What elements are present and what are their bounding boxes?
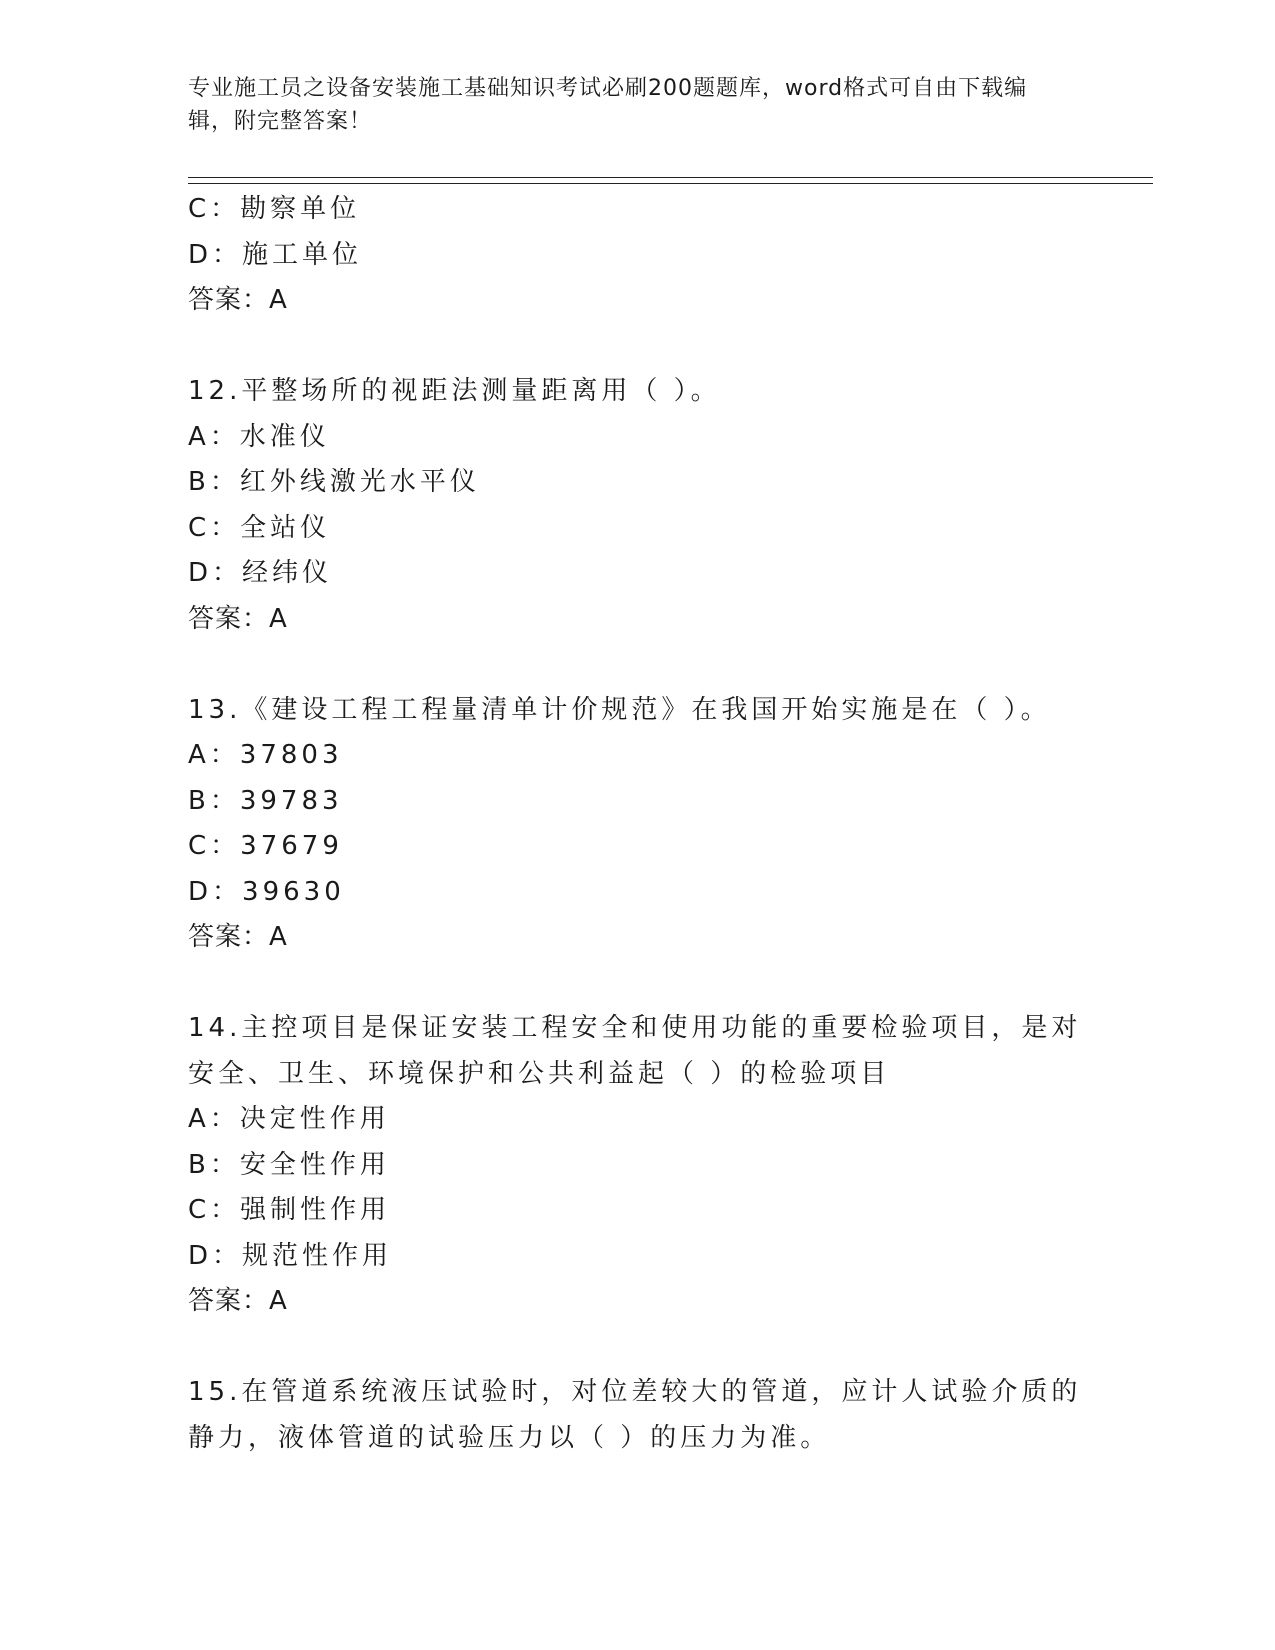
header-divider-top (188, 177, 1153, 178)
question-content (188, 187, 1088, 1461)
question-text: 15.在管道系统液压试验时，对位差较大的管道，应计人试验介质的静力，液体管道的试验压力以（ ）的压力为准。 (188, 1377, 1082, 1453)
question-text: 12.平整场所的视距法测量距离用（ ）。 (188, 376, 721, 406)
option-a: A：决定性作用 (188, 1104, 390, 1134)
option-a: A：37803 (188, 740, 343, 770)
option-c: C：全站仪 (188, 512, 331, 543)
option-c: C：37679 (188, 831, 343, 861)
option-d: D：规范性作用 (188, 1240, 393, 1271)
question-text: 13.《建设工程工程量清单计价规范》在我国开始实施是在（ ）。 (188, 694, 1051, 725)
option-c: C：强制性作用 (188, 1195, 391, 1225)
question-text: 14.主控项目是保证安装工程安全和使用功能的重要检验项目，是对安全、卫生、环境保护和公共利益起（ ）的检验项目 (188, 1013, 1082, 1089)
option-d: D：经纬仪 (188, 558, 333, 588)
question-block-15 (188, 1370, 1088, 1461)
document-header: 专业施工员之设备安装施工基础知识考试必刷200题题库，word格式可自由下载编辑，附完整答案！ (188, 76, 1028, 134)
option-d: D：39630 (188, 876, 345, 907)
question-block-13 (188, 688, 1088, 961)
header-divider-bottom (188, 183, 1153, 184)
option-b: B：红外线激光水平仪 (188, 467, 480, 497)
option-b: B：安全性作用 (188, 1149, 390, 1180)
option-c: C：勘察单位 (188, 194, 361, 224)
question-block-14 (188, 1006, 1088, 1325)
question-block-12 (188, 369, 1088, 642)
question-block-previous (188, 187, 1088, 324)
answer-line: 答案：A (188, 922, 288, 952)
answer-line: 答案：A (188, 285, 288, 315)
option-b: B：39783 (188, 785, 343, 816)
answer-line: 答案：A (188, 603, 288, 634)
option-d: D：施工单位 (188, 239, 363, 270)
option-a: A：水准仪 (188, 421, 330, 452)
answer-line: 答案：A (188, 1286, 288, 1316)
